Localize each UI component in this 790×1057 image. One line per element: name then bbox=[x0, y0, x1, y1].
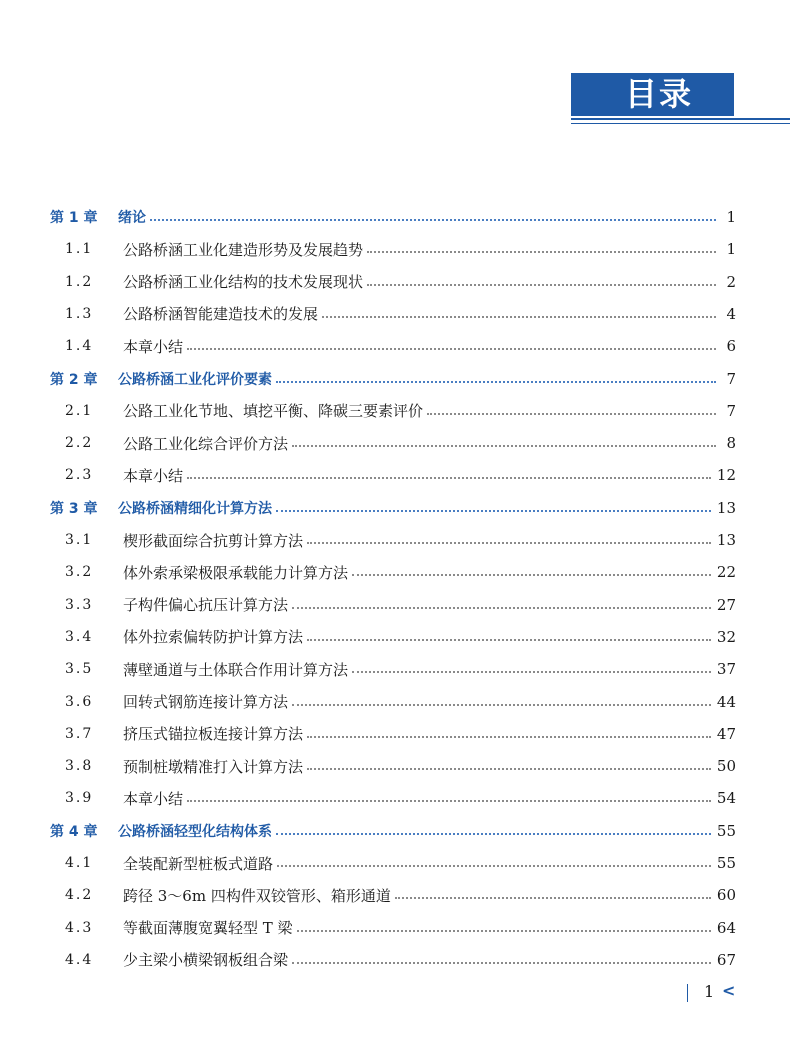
toc-section-entry[interactable] bbox=[50, 462, 736, 488]
section-number: 3.2 bbox=[65, 564, 94, 581]
section-title: 公路桥涵工业化建造形势及发展趋势 bbox=[123, 240, 364, 259]
section-title: 跨径 3～6m 四构件双铰管形、箱形通道 bbox=[123, 886, 391, 905]
section-number: 2.2 bbox=[65, 435, 94, 452]
toc-section-entry[interactable] bbox=[50, 689, 736, 715]
chapter-number: 第 1 章 bbox=[50, 210, 98, 226]
toc-section-entry[interactable] bbox=[50, 947, 736, 973]
section-title: 子构件偏心抗压计算方法 bbox=[123, 596, 289, 615]
title-underline-thin bbox=[571, 123, 790, 124]
section-title: 公路工业化综合评价方法 bbox=[123, 434, 289, 453]
dot-leader bbox=[367, 251, 716, 253]
section-title: 楔形截面综合抗剪计算方法 bbox=[123, 531, 304, 550]
toc-section-entry[interactable] bbox=[50, 559, 736, 585]
page-number: 4 bbox=[726, 304, 736, 323]
page-number: 44 bbox=[716, 692, 736, 711]
section-number: 2.1 bbox=[65, 402, 94, 419]
page-title: 目录 bbox=[625, 75, 694, 113]
section-number: 3.5 bbox=[65, 661, 94, 678]
page-number: 60 bbox=[716, 886, 736, 905]
dot-leader bbox=[187, 477, 711, 479]
dot-leader bbox=[277, 865, 711, 867]
page-number: 32 bbox=[716, 627, 736, 646]
section-number: 3.4 bbox=[65, 628, 94, 645]
dot-leader bbox=[367, 284, 716, 286]
dot-leader bbox=[352, 574, 711, 576]
toc-chapter-entry[interactable] bbox=[50, 204, 736, 230]
toc-section-entry[interactable] bbox=[50, 656, 736, 682]
chapter-title: 公路桥涵轻型化结构体系 bbox=[118, 823, 272, 840]
section-number: 1.2 bbox=[65, 273, 94, 290]
page-number: 54 bbox=[716, 789, 736, 808]
title-underline bbox=[571, 118, 790, 120]
toc-section-entry[interactable] bbox=[50, 753, 736, 779]
page-number: 64 bbox=[716, 918, 736, 937]
page-number: 22 bbox=[716, 563, 736, 582]
page-number: 50 bbox=[716, 757, 736, 776]
dot-leader bbox=[292, 445, 716, 447]
page-number: 55 bbox=[716, 821, 736, 840]
dot-leader bbox=[307, 768, 711, 770]
page-number: 13 bbox=[716, 498, 736, 517]
toc-section-entry[interactable] bbox=[50, 333, 736, 359]
section-title: 本章小结 bbox=[123, 789, 184, 808]
chapter-number: 第 3 章 bbox=[50, 500, 98, 517]
toc-section-entry[interactable] bbox=[50, 882, 736, 908]
page-number: 55 bbox=[716, 854, 736, 872]
section-number: 1.4 bbox=[65, 338, 94, 355]
toc-section-entry[interactable] bbox=[50, 592, 736, 618]
page-number: 1 bbox=[726, 208, 736, 226]
section-title: 回转式钢筋连接计算方法 bbox=[123, 693, 289, 711]
section-title: 体外拉索偏转防护计算方法 bbox=[123, 628, 304, 647]
section-title: 公路工业化节地、填挖平衡、降碳三要素评价 bbox=[123, 402, 424, 421]
toc-section-entry[interactable] bbox=[50, 398, 736, 424]
dot-leader bbox=[276, 510, 711, 512]
footer-arrow-icon: < bbox=[722, 981, 736, 1000]
dot-leader bbox=[307, 736, 711, 738]
toc-chapter-entry[interactable] bbox=[50, 818, 736, 844]
dot-leader bbox=[292, 962, 711, 964]
section-number: 3.6 bbox=[65, 693, 94, 710]
section-number: 3.8 bbox=[65, 758, 94, 775]
toc-section-entry[interactable] bbox=[50, 527, 736, 553]
footer-page-number: 1 bbox=[704, 982, 715, 1001]
section-number: 3.7 bbox=[65, 725, 94, 742]
dot-leader bbox=[276, 381, 716, 383]
page-number: 67 bbox=[716, 950, 736, 969]
section-title: 挤压式锚拉板连接计算方法 bbox=[123, 725, 304, 744]
dot-leader bbox=[292, 607, 711, 609]
dot-leader bbox=[395, 897, 711, 899]
section-title: 预制桩墩精准打入计算方法 bbox=[123, 757, 304, 776]
section-title: 体外索承梁极限承载能力计算方法 bbox=[123, 563, 349, 582]
dot-leader bbox=[427, 413, 716, 415]
dot-leader bbox=[352, 671, 711, 673]
section-number: 4.4 bbox=[65, 951, 94, 968]
toc-section-entry[interactable] bbox=[50, 236, 736, 262]
page-number: 2 bbox=[726, 272, 736, 291]
dot-leader bbox=[307, 542, 711, 544]
page-number: 6 bbox=[726, 337, 736, 356]
section-number: 4.1 bbox=[65, 855, 94, 871]
section-number: 4.2 bbox=[65, 887, 94, 904]
section-title: 薄壁通道与土体联合作用计算方法 bbox=[123, 660, 349, 679]
page-number: 13 bbox=[716, 531, 736, 549]
section-number: 1.3 bbox=[65, 305, 94, 322]
chapter-number: 第 2 章 bbox=[50, 371, 98, 388]
section-title: 公路桥涵工业化结构的技术发展现状 bbox=[123, 273, 364, 292]
toc-chapter-entry[interactable] bbox=[50, 495, 736, 521]
page-number: 1 bbox=[726, 240, 736, 259]
toc-section-entry[interactable] bbox=[50, 430, 736, 456]
section-title: 少主梁小横梁钢板组合梁 bbox=[123, 951, 289, 970]
footer-divider bbox=[687, 984, 688, 1002]
dot-leader bbox=[187, 800, 711, 802]
section-number: 3.9 bbox=[65, 790, 94, 807]
page-number: 37 bbox=[716, 660, 736, 679]
dot-leader bbox=[276, 833, 711, 835]
toc-section-entry[interactable] bbox=[50, 915, 736, 941]
page-number: 7 bbox=[726, 369, 736, 388]
dot-leader bbox=[297, 930, 711, 932]
section-title: 本章小结 bbox=[123, 466, 184, 485]
page-number: 47 bbox=[716, 724, 736, 743]
toc-section-entry[interactable] bbox=[50, 850, 736, 876]
section-number: 3.3 bbox=[65, 596, 94, 613]
section-title: 等截面薄腹宽翼轻型 T 梁 bbox=[123, 919, 293, 938]
section-title: 全装配新型桩板式道路 bbox=[123, 854, 274, 873]
section-number: 3.1 bbox=[65, 532, 94, 548]
toc-section-entry[interactable] bbox=[50, 785, 736, 811]
chapter-title: 绪论 bbox=[118, 210, 146, 226]
section-title: 本章小结 bbox=[123, 337, 184, 356]
dot-leader bbox=[150, 219, 716, 221]
section-title: 公路桥涵智能建造技术的发展 bbox=[123, 305, 319, 324]
chapter-title: 公路桥涵工业化评价要素 bbox=[118, 371, 272, 388]
toc-chapter-entry[interactable] bbox=[50, 366, 736, 392]
toc-section-entry[interactable] bbox=[50, 624, 736, 650]
toc-section-entry[interactable] bbox=[50, 301, 736, 327]
dot-leader bbox=[187, 348, 716, 350]
page-number: 8 bbox=[726, 434, 736, 453]
section-number: 1.1 bbox=[65, 241, 94, 258]
page-number: 7 bbox=[726, 401, 736, 420]
dot-leader bbox=[292, 704, 711, 706]
toc-section-entry[interactable] bbox=[50, 269, 736, 295]
chapter-title: 公路桥涵精细化计算方法 bbox=[118, 500, 272, 517]
dot-leader bbox=[322, 316, 716, 318]
dot-leader bbox=[307, 639, 711, 641]
page-number: 27 bbox=[716, 595, 736, 614]
toc-section-entry[interactable] bbox=[50, 721, 736, 747]
section-number: 4.3 bbox=[65, 919, 94, 936]
chapter-number: 第 4 章 bbox=[50, 823, 98, 840]
page-number: 12 bbox=[716, 466, 736, 485]
section-number: 2.3 bbox=[65, 467, 94, 484]
